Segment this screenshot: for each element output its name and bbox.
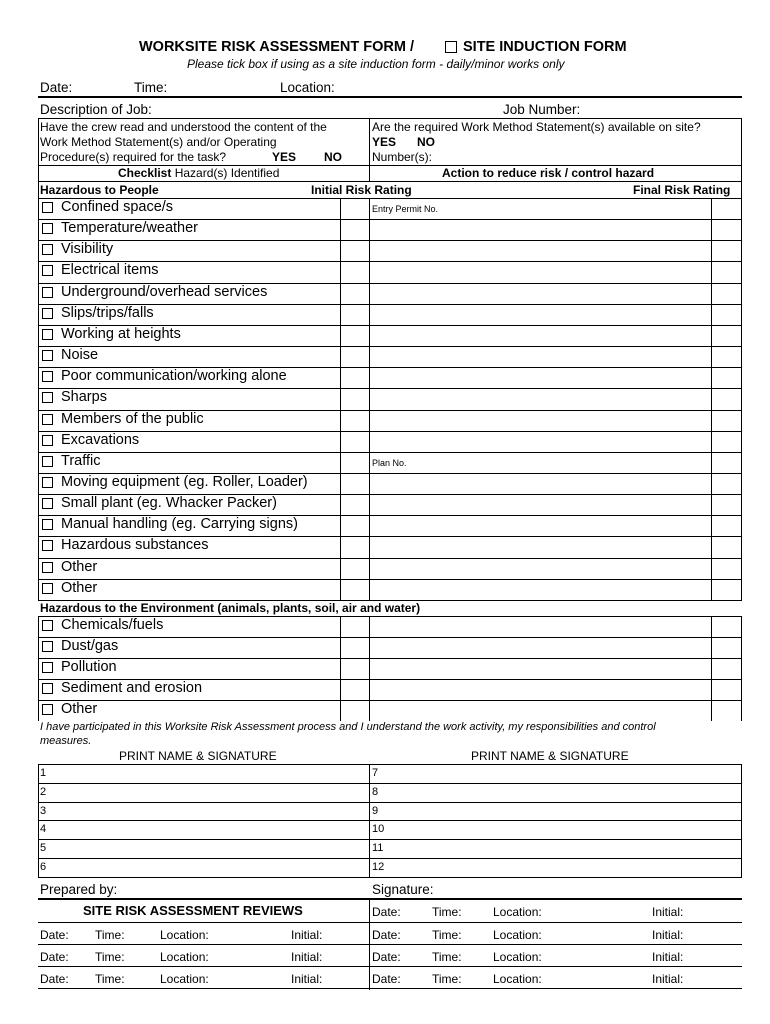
signature-row[interactable] (38, 764, 742, 783)
title-part1: WORKSITE RISK ASSESSMENT FORM / (139, 39, 414, 55)
hazard-label: Temperature/weather (61, 220, 199, 237)
hazard-row (38, 536, 742, 557)
env-hazard-checkbox[interactable] (42, 662, 53, 673)
checklist-rest: Hazard(s) Identified (171, 166, 280, 180)
hazard-row (38, 515, 742, 536)
hazard-row (38, 346, 742, 367)
review-location-label: Location: (493, 950, 542, 964)
hazard-row (38, 261, 742, 282)
hazard-checkbox[interactable] (42, 456, 53, 467)
review-date-label: Date: (40, 950, 69, 964)
hazard-row (38, 452, 742, 473)
hazard-row (38, 198, 742, 219)
divider (38, 118, 742, 119)
environment-section-header: Hazardous to the Environment (animals, plants, soil, air and water) (40, 601, 421, 615)
hazard-checkbox[interactable] (42, 223, 53, 234)
print-name-left: PRINT NAME & SIGNATURE (119, 749, 277, 763)
wms-question: Are the required Work Method Statement(s) available on site? (372, 120, 701, 134)
people-section-header: Hazardous to People (40, 183, 159, 197)
review-initial-label: Initial: (291, 950, 323, 964)
signature-number-right: 11 (372, 842, 384, 855)
checklist-header (118, 166, 279, 180)
hazard-label: Noise (61, 347, 99, 364)
signature-row[interactable] (38, 783, 742, 802)
review-date-label: Date: (372, 905, 401, 919)
declaration-line2: measures. (40, 735, 92, 747)
action-header: Action to reduce risk / control hazard (442, 166, 655, 180)
review-date-label: Date: (372, 950, 401, 964)
crew-no-option[interactable]: NO (324, 150, 342, 164)
hazard-row (38, 431, 742, 452)
hazard-checkbox[interactable] (42, 329, 53, 340)
signature-number-right: 10 (372, 823, 385, 836)
hazard-checkbox[interactable] (42, 265, 53, 276)
review-time-label: Time: (432, 950, 462, 964)
signature-number-right: 12 (372, 861, 385, 873)
env-hazard-checkbox[interactable] (42, 683, 53, 694)
location-label: Location: (280, 80, 335, 95)
signature-number-left: 6 (40, 861, 47, 873)
hazard-label: Slips/trips/falls (61, 304, 154, 321)
wms-no-option[interactable]: NO (417, 135, 435, 149)
hazard-row (38, 367, 742, 388)
signature-row[interactable] (38, 802, 742, 821)
hazard-row (38, 558, 742, 579)
hazard-label: Excavations (61, 431, 140, 448)
review-location-label: Location: (160, 972, 209, 986)
divider (38, 877, 742, 878)
env-hazard-label: Other (61, 701, 98, 717)
crew-question-line2: Work Method Statement(s) and/or Operating (40, 135, 277, 149)
review-location-label: Location: (160, 928, 209, 942)
signature-number-right: 8 (372, 785, 379, 798)
hazard-label: Other (61, 558, 98, 575)
review-initial-label: Initial: (291, 972, 323, 986)
hazard-checkbox[interactable] (42, 350, 53, 361)
env-hazard-label: Chemicals/fuels (61, 617, 164, 633)
hazard-row (38, 219, 742, 240)
review-time-label: Time: (432, 972, 462, 986)
hazard-checkbox[interactable] (42, 244, 53, 255)
crew-yes-option[interactable]: YES (272, 150, 297, 164)
site-induction-checkbox[interactable] (445, 41, 457, 53)
hazard-checkbox[interactable] (42, 308, 53, 319)
print-name-right: PRINT NAME & SIGNATURE (471, 749, 629, 763)
signature-number-left: 2 (40, 785, 47, 798)
crew-question-line1: Have the crew read and understood the content of the (40, 120, 327, 134)
env-hazard-row (38, 700, 742, 721)
title-part2: SITE INDUCTION FORM (463, 39, 627, 55)
signature-row[interactable] (38, 839, 742, 858)
hazard-label: Confined space/s (61, 199, 174, 215)
review-date-label: Date: (372, 928, 401, 942)
subtitle: Please tick box if using as a site induction form - daily/minor works only (187, 57, 565, 71)
hazard-checkbox[interactable] (42, 435, 53, 446)
review-time-label: Time: (95, 928, 125, 942)
signature-number-left: 3 (40, 804, 47, 817)
signature-row[interactable] (38, 858, 742, 877)
hazard-note: Entry Permit No. (372, 204, 439, 214)
env-hazard-label: Dust/gas (61, 638, 119, 654)
hazard-label: Hazardous substances (61, 537, 209, 554)
hazard-checkbox[interactable] (42, 540, 53, 551)
divider (38, 96, 742, 98)
wms-yes-option[interactable]: YES (372, 135, 397, 149)
hazard-label: Traffic (61, 452, 101, 469)
form-title (139, 39, 414, 55)
review-initial-label: Initial: (652, 928, 684, 942)
review-initial-label: Initial: (291, 928, 323, 942)
divider (38, 922, 369, 923)
hazard-row (38, 240, 742, 261)
hazard-row (38, 388, 742, 409)
time-label: Time: (134, 80, 168, 95)
signature-label: Signature: (372, 882, 434, 897)
hazard-checkbox[interactable] (42, 287, 53, 298)
signature-number-right: 9 (372, 804, 379, 817)
hazard-checkbox[interactable] (42, 414, 53, 425)
crew-question-line3: Procedure(s) required for the task? (40, 150, 227, 164)
review-location-label: Location: (160, 950, 209, 964)
review-date-label: Date: (40, 928, 69, 942)
hazard-row (38, 579, 742, 600)
review-initial-label: Initial: (652, 950, 684, 964)
env-hazard-label: Pollution (61, 659, 117, 675)
prepared-by-label: Prepared by: (40, 882, 118, 897)
review-initial-label: Initial: (652, 905, 684, 919)
review-time-label: Time: (432, 905, 462, 919)
hazard-label: Small plant (eg. Whacker Packer) (61, 495, 277, 512)
hazard-checkbox[interactable] (42, 202, 53, 213)
divider (38, 988, 742, 989)
hazard-row (38, 494, 742, 515)
date-label: Date: (40, 80, 73, 95)
env-hazard-checkbox[interactable] (42, 641, 53, 652)
description-label: Description of Job: (40, 102, 152, 117)
review-date-label: Date: (372, 972, 401, 986)
hazard-label: Underground/overhead services (61, 283, 268, 300)
hazard-label: Electrical items (61, 262, 159, 279)
hazard-checkbox[interactable] (42, 498, 53, 509)
review-location-label: Location: (493, 972, 542, 986)
divider (38, 898, 742, 900)
hazard-label: Sharps (61, 389, 107, 406)
hazard-checkbox[interactable] (42, 562, 53, 573)
env-hazard-label: Sediment and erosion (61, 680, 203, 696)
env-hazard-checkbox[interactable] (42, 620, 53, 631)
job-number-label: Job Number: (503, 102, 581, 117)
review-initial-label: Initial: (652, 972, 684, 986)
hazard-label: Members of the public (61, 410, 204, 427)
checklist-bold: Checklist (118, 166, 172, 180)
hazard-checkbox[interactable] (42, 519, 53, 530)
review-time-label: Time: (95, 972, 125, 986)
env-hazard-row (38, 616, 742, 637)
hazard-label: Visibility (61, 241, 114, 258)
review-time-label: Time: (432, 928, 462, 942)
hazard-checkbox[interactable] (42, 392, 53, 403)
hazard-label: Working at heights (61, 325, 181, 342)
hazard-row (38, 304, 742, 325)
signature-row[interactable] (38, 820, 742, 839)
divider (38, 181, 742, 182)
review-location-label: Location: (493, 905, 542, 919)
signature-number-left: 1 (40, 767, 47, 779)
divider (38, 944, 742, 945)
signature-number-left: 4 (40, 823, 47, 836)
declaration-line1: I have participated in this Worksite Risk Assessment process and I understand the work activity, my responsibilities and control (40, 721, 656, 733)
hazard-label: Other (61, 579, 98, 596)
env-hazard-row (38, 658, 742, 679)
hazard-row (38, 283, 742, 304)
hazard-row (38, 325, 742, 346)
reviews-title: SITE RISK ASSESSMENT REVIEWS (83, 903, 303, 918)
divider (38, 966, 742, 967)
review-date-label: Date: (40, 972, 69, 986)
final-risk-rating-header: Final Risk Rating (633, 183, 731, 197)
signature-number-left: 5 (40, 842, 47, 855)
initial-risk-rating-header: Initial Risk Rating (311, 183, 412, 197)
hazard-label: Manual handling (eg. Carrying signs) (61, 516, 298, 533)
hazard-note: Plan No. (372, 457, 407, 468)
env-hazard-row (38, 637, 742, 658)
divider (369, 118, 370, 182)
hazard-row (38, 473, 742, 494)
review-time-label: Time: (95, 950, 125, 964)
hazard-checkbox[interactable] (42, 371, 53, 382)
env-hazard-row (38, 679, 742, 700)
env-hazard-checkbox[interactable] (42, 704, 53, 715)
divider (369, 922, 742, 923)
hazard-label: Moving equipment (eg. Roller, Loader) (61, 473, 308, 490)
hazard-row (38, 410, 742, 431)
hazard-checkbox[interactable] (42, 477, 53, 488)
numbers-label: Number(s): (372, 150, 433, 164)
signature-number-right: 7 (372, 767, 379, 779)
hazard-checkbox[interactable] (42, 583, 53, 594)
review-location-label: Location: (493, 928, 542, 942)
hazard-label: Poor communication/working alone (61, 368, 287, 385)
